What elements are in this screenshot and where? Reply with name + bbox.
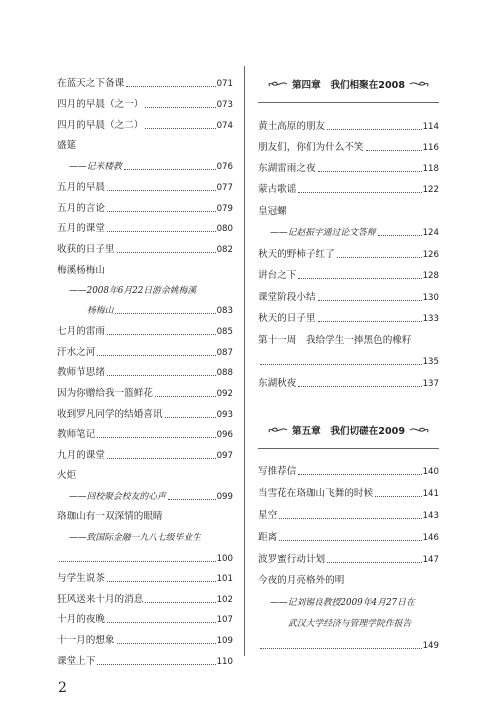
toc-subentry: ——回校聚会校友的心声 099 <box>69 492 233 502</box>
toc-entry: 东湖雷雨之夜 118 <box>258 163 439 174</box>
toc-entry: 135 <box>258 352 439 368</box>
page-number: 2 <box>58 680 67 696</box>
toc-entry: 十月的夜晚 107 <box>57 614 233 625</box>
toc-entry: 距离 146 <box>258 532 439 543</box>
toc-entry: 今夜的月亮格外的明 <box>258 575 345 586</box>
toc-subentry: 武汉大学经济与管理学院作报告 <box>288 619 412 629</box>
chapter-heading <box>258 74 439 94</box>
toc-entry: 狂风送来十月的消息 102 <box>57 594 233 605</box>
chapter-title: 第五章 我们切磋在2009 <box>291 426 406 437</box>
toc-entry: 皇冠螺 <box>258 206 287 217</box>
toc-entry: 波罗蜜行动计划 147 <box>258 554 439 565</box>
ornament-left-icon <box>266 79 288 89</box>
toc-subentry: ——2008年6月22日游余姚梅溪 <box>69 286 197 296</box>
toc-entry: 珞珈山有一双深情的眼睛 <box>57 511 163 522</box>
toc-entry: 盛筵 <box>57 140 77 151</box>
toc-entry: 蒙古歌谣 122 <box>258 184 439 195</box>
toc-entry: 讲台之下 128 <box>258 270 439 281</box>
column-divider <box>244 66 245 656</box>
toc-entry: 九月的课堂 097 <box>57 450 233 461</box>
ornament-left-icon <box>266 425 288 435</box>
toc-entry: 当雪花在珞珈山飞舞的时候 141 <box>258 488 439 499</box>
toc-subentry: 杨梅山 083 <box>87 306 233 316</box>
ornament-right-icon <box>409 425 431 435</box>
toc-entry: 因为你赠给我一篮鲜花 092 <box>57 388 233 399</box>
toc-entry: 收到罗凡同学的结婚喜讯 093 <box>57 409 233 420</box>
toc-entry: 100 <box>57 549 233 565</box>
toc-entry: 149 <box>258 636 439 652</box>
toc-entry: 五月的课堂 080 <box>57 223 233 234</box>
toc-entry: 在蓝天之下备课 071 <box>57 78 233 89</box>
toc-entry: 秋天的野柿子红了 126 <box>258 249 439 260</box>
toc-entry: 十一月的想象 109 <box>57 635 233 646</box>
toc-entry: 秋天的日子里 133 <box>258 313 439 324</box>
toc-entry: 第十一周 我给学生一捧黑色的橡籽 <box>258 335 412 346</box>
toc-subentry: ——致国际金融一九八七级毕业生 <box>69 533 201 543</box>
toc-entry: 黄土高原的朋友 114 <box>258 121 439 132</box>
chapter-heading <box>258 420 439 440</box>
toc-entry: 火炬 <box>57 470 77 481</box>
toc-subentry: ——记米楼教 076 <box>69 162 233 172</box>
chapter-rule <box>258 102 439 103</box>
toc-entry: 收获的日子里 082 <box>57 244 233 255</box>
chapter-rule <box>258 448 439 449</box>
toc-entry: 四月的早晨（之一） 073 <box>57 99 233 110</box>
toc-entry: 与学生说茶 101 <box>57 573 233 584</box>
toc-entry: 东湖秋夜 137 <box>258 378 439 389</box>
chapter-title: 第四章 我们相聚在2008 <box>291 80 406 91</box>
toc-entry: 教师节思绪 088 <box>57 367 233 378</box>
toc-entry: 星空 143 <box>258 510 439 521</box>
toc-entry: 梅溪杨梅山 <box>57 265 105 276</box>
toc-entry: 四月的早晨（之二） 074 <box>57 120 233 131</box>
toc-entry: 写推荐信 140 <box>258 466 439 477</box>
ornament-right-icon <box>409 79 431 89</box>
toc-entry: 七月的雷雨 085 <box>57 326 233 337</box>
toc-entry: 教师笔记 096 <box>57 429 233 440</box>
toc-entry: 五月的早晨 077 <box>57 182 233 193</box>
toc-entry: 五月的言论 079 <box>57 203 233 214</box>
toc-entry: 课堂阶段小结 130 <box>258 292 439 303</box>
toc-entry: 朋友们，你们为什么不笑 116 <box>258 142 439 153</box>
toc-subentry: ——记赵振宇通过论文答辩 124 <box>270 228 439 238</box>
toc-entry: 汗水之河 087 <box>57 347 233 358</box>
toc-subentry: ——记刘锡良教授2009年4月27日在 <box>270 598 415 608</box>
toc-entry: 课堂上下 110 <box>57 656 233 667</box>
